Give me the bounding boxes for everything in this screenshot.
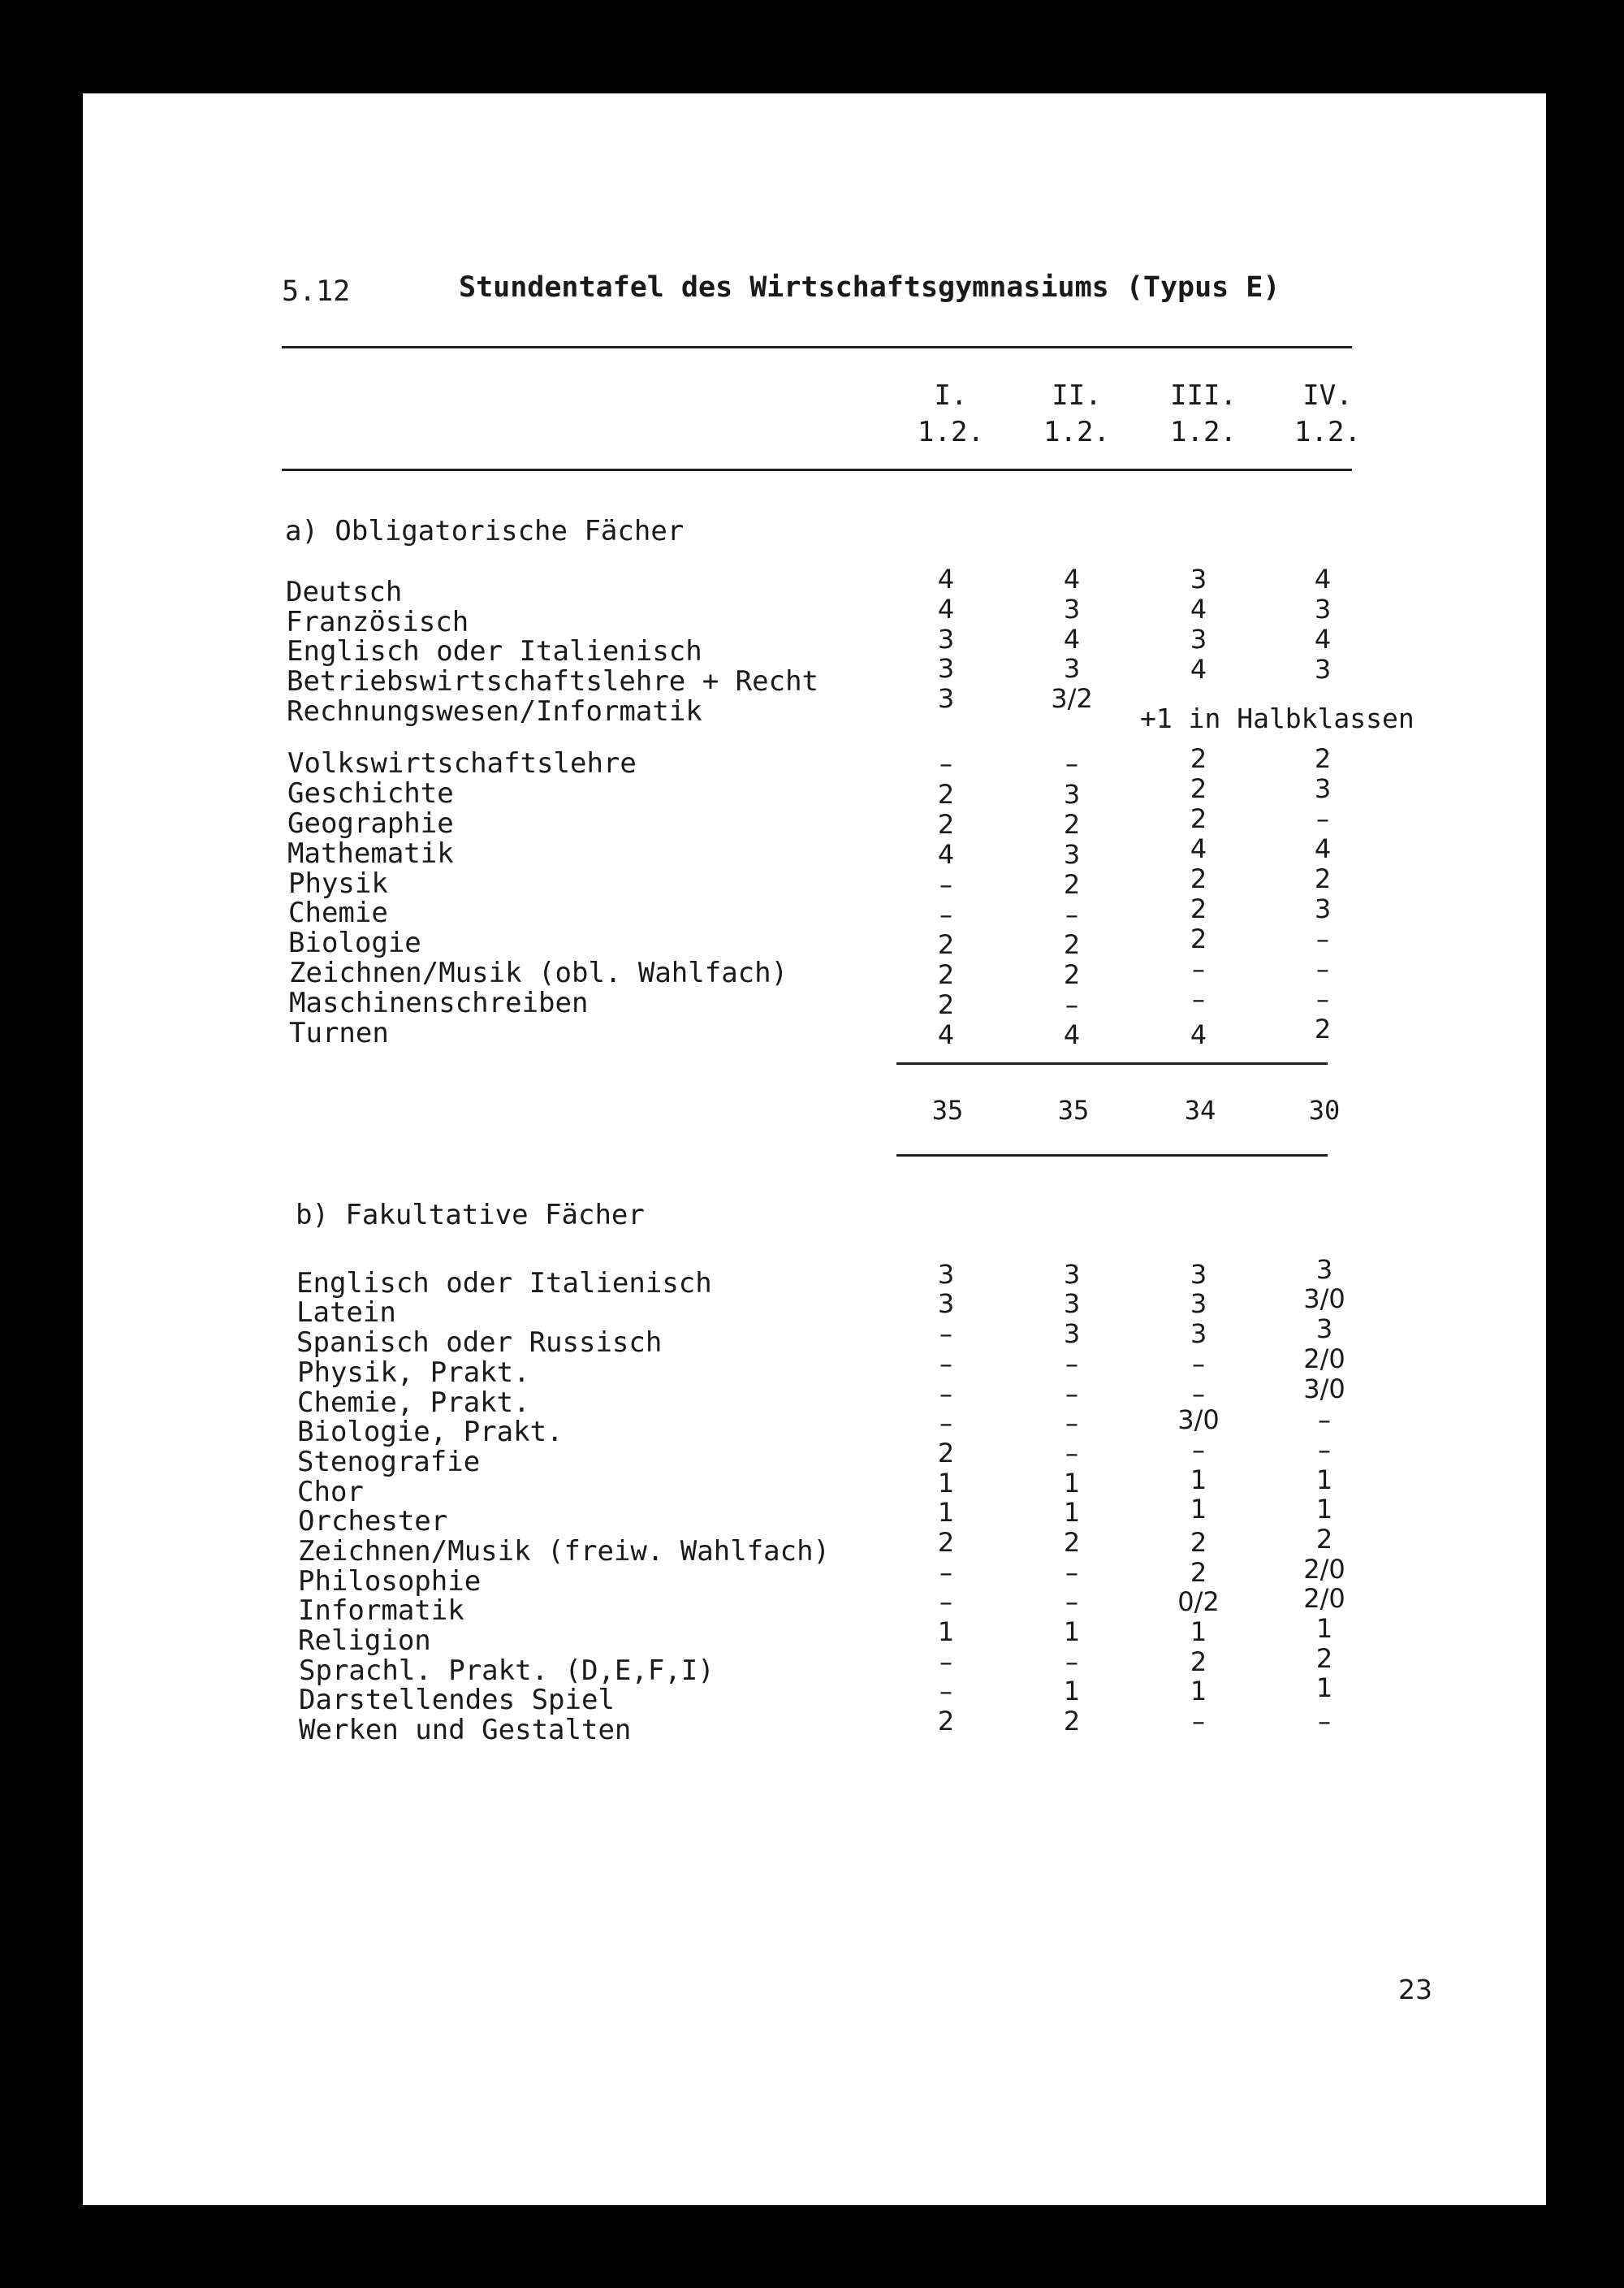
column-semesters-3: 1.2. — [1170, 416, 1237, 448]
column-year-3: III. — [1170, 379, 1237, 412]
value-b-cell: 3 — [937, 1288, 955, 1319]
subject-b-row: Spanisch oder Russisch — [296, 1326, 663, 1359]
value-a-cell: 2 — [937, 809, 955, 840]
value-a-cell: 3 — [1190, 624, 1207, 655]
column-semesters-4: 1.2. — [1294, 416, 1361, 448]
subject-a-row: Turnen — [289, 1017, 389, 1049]
subject-a-row: Chemie — [288, 897, 388, 929]
value-b-cell: 3 — [1063, 1259, 1081, 1290]
value-b-cell: 1 — [937, 1468, 955, 1499]
column-semesters-1: 1.2. — [918, 416, 984, 448]
value-b-cell: – — [1318, 1706, 1331, 1737]
total-col-1: 35 — [931, 1095, 964, 1126]
subject-b-row: Zeichnen/Musik (freiw. Wahlfach) — [298, 1535, 831, 1568]
value-b-cell: 2 — [1190, 1557, 1207, 1588]
value-b-cell: – — [1065, 1378, 1078, 1409]
value-a-cell: 4 — [1190, 1019, 1207, 1050]
value-b-cell: 1 — [1190, 1464, 1207, 1495]
value-a-cell: 3 — [1063, 594, 1081, 625]
value-b-cell: – — [939, 1676, 952, 1706]
value-b-cell: 2 — [1315, 1643, 1333, 1674]
value-a-cell: 4 — [1314, 833, 1332, 864]
value-b-cell: 3 — [1190, 1318, 1207, 1349]
value-b-cell: – — [1192, 1434, 1205, 1465]
value-a-cell: 3 — [937, 653, 955, 684]
subject-b-row: Biologie, Prakt. — [297, 1416, 564, 1448]
value-a-cell: 2 — [937, 779, 955, 810]
subject-a-row: Zeichnen/Musik (obl. Wahlfach) — [289, 957, 788, 989]
value-a-cell: 3 — [1314, 654, 1332, 685]
divider-sum-top — [896, 1062, 1328, 1065]
subject-a-row: Maschinenschreiben — [289, 987, 589, 1019]
value-a-cell: 4 — [937, 594, 955, 625]
subject-b-row: Chor — [297, 1476, 364, 1508]
value-a-cell: 2 — [1063, 959, 1081, 990]
value-a-cell: – — [1316, 984, 1329, 1014]
value-a-cell: – — [1065, 989, 1078, 1020]
total-col-2: 35 — [1057, 1095, 1090, 1126]
value-a-cell: 2 — [1314, 863, 1332, 894]
value-a-cell: 4 — [937, 564, 955, 595]
value-a-cell: 3 — [1314, 773, 1332, 804]
value-a-cell: – — [1192, 984, 1205, 1014]
value-b-cell: 3 — [1190, 1288, 1207, 1319]
subject-b-row: Werken und Gestalten — [299, 1714, 632, 1746]
value-b-cell: 3 — [1063, 1288, 1081, 1319]
subject-a-row: Betriebswirtschaftslehre + Recht — [287, 665, 819, 698]
value-a-cell: 3 — [1314, 893, 1332, 924]
subject-b-row: Chemie, Prakt. — [297, 1386, 530, 1419]
value-b-cell: 2/0 — [1303, 1343, 1345, 1374]
value-a-cell: 4 — [1190, 833, 1207, 864]
value-b-cell: – — [1065, 1348, 1078, 1379]
value-a-cell: 2 — [1063, 869, 1081, 900]
value-a-cell: 3 — [1314, 594, 1332, 625]
subject-b-row: Darstellendes Spiel — [299, 1684, 615, 1716]
subject-b-row: Philosophie — [298, 1565, 482, 1598]
value-a-cell: 2 — [1314, 1014, 1332, 1045]
value-b-cell: 1 — [1063, 1616, 1081, 1647]
value-b-cell: 3 — [1315, 1254, 1333, 1285]
value-b-cell: 2 — [937, 1438, 955, 1468]
value-b-cell: – — [1065, 1438, 1078, 1468]
value-a-cell: 2 — [1063, 809, 1081, 840]
section-b-title: b) Fakultative Fächer — [296, 1199, 645, 1231]
page-title: Stundentafel des Wirtschaftsgymnasiums (Typus E) — [459, 271, 1281, 304]
value-b-cell: 1 — [1315, 1494, 1333, 1525]
value-b-cell: 3 — [937, 1259, 955, 1290]
subject-a-row: Physik — [288, 867, 388, 900]
subject-a-row: Geographie — [287, 807, 454, 840]
divider-sum-bottom — [896, 1154, 1328, 1157]
value-b-cell: – — [939, 1318, 952, 1349]
value-b-cell: 3/0 — [1303, 1373, 1345, 1404]
value-a-cell: – — [1316, 923, 1329, 954]
divider-header — [282, 469, 1352, 471]
subject-b-row: Sprachl. Prakt. (D,E,F,I) — [299, 1654, 715, 1687]
value-b-cell: – — [939, 1586, 952, 1617]
value-b-cell: – — [939, 1646, 952, 1677]
value-b-cell: – — [1318, 1434, 1331, 1465]
value-a-cell: 4 — [1063, 564, 1081, 595]
value-b-cell: – — [939, 1408, 952, 1438]
value-b-cell: 1 — [1315, 1672, 1333, 1703]
value-b-cell: 2 — [1063, 1706, 1081, 1737]
subject-a-row: Rechnungswesen/Informatik — [287, 695, 702, 728]
value-b-cell: – — [1192, 1378, 1205, 1409]
subject-a-row: Biologie — [288, 927, 421, 959]
value-b-cell: 3/0 — [1177, 1404, 1220, 1435]
value-a-cell: 3 — [937, 683, 955, 714]
value-b-cell: 1 — [1190, 1494, 1207, 1525]
value-b-cell: – — [939, 1378, 952, 1409]
document-page — [83, 93, 1546, 2205]
value-a-cell: 2 — [1063, 929, 1081, 960]
value-b-cell: 1 — [937, 1497, 955, 1528]
value-b-cell: – — [1192, 1348, 1205, 1379]
divider-top — [282, 346, 1352, 348]
value-a-cell: 4 — [1314, 624, 1332, 655]
value-a-cell: 2 — [1190, 803, 1207, 834]
value-a-cell: 2 — [1190, 743, 1207, 774]
page-number: 23 — [1398, 1974, 1432, 2005]
value-b-cell: 3 — [1063, 1318, 1081, 1349]
value-b-cell: 2/0 — [1303, 1583, 1345, 1614]
value-b-cell: 2 — [937, 1706, 955, 1737]
subject-a-row: Geschichte — [287, 777, 454, 810]
value-b-cell: 2 — [937, 1527, 955, 1558]
value-a-cell: 3 — [1063, 653, 1081, 684]
value-b-cell: 1 — [1190, 1676, 1207, 1706]
subject-a-row: Französisch — [286, 606, 469, 638]
value-a-cell: – — [1065, 899, 1078, 930]
value-a-cell: 2 — [937, 989, 955, 1020]
subject-a-row: Mathematik — [287, 837, 454, 870]
value-b-cell: 3/0 — [1303, 1283, 1345, 1314]
value-b-cell: – — [1318, 1404, 1331, 1435]
subject-b-row: Latein — [296, 1296, 396, 1329]
value-b-cell: 1 — [1063, 1676, 1081, 1706]
value-a-cell: 2 — [1190, 893, 1207, 924]
value-b-cell: 3 — [1190, 1259, 1207, 1290]
value-b-cell: 1 — [937, 1616, 955, 1647]
value-a-cell: 4 — [937, 1019, 955, 1050]
value-b-cell: – — [939, 1348, 952, 1379]
value-a-cell: 3/2 — [1051, 683, 1093, 714]
value-a-cell: – — [939, 899, 952, 930]
total-col-4: 30 — [1308, 1095, 1341, 1126]
value-a-cell: 4 — [937, 839, 955, 870]
subject-b-row: Orchester — [298, 1505, 448, 1538]
subject-a-row: Volkswirtschaftslehre — [287, 747, 637, 780]
subject-a-row: Deutsch — [286, 576, 403, 608]
value-a-cell: 2 — [1190, 773, 1207, 804]
value-a-cell: 2 — [1314, 743, 1332, 774]
value-a-cell: 2 — [937, 959, 955, 990]
value-b-cell: 2 — [1190, 1646, 1207, 1677]
subject-a-row: Englisch oder Italienisch — [287, 635, 702, 668]
value-b-cell: 2 — [1063, 1527, 1081, 1558]
subject-b-row: Informatik — [298, 1594, 464, 1627]
value-b-cell: 2 — [1190, 1527, 1207, 1558]
column-year-1: I. — [934, 379, 968, 412]
column-year-4: IV. — [1302, 379, 1353, 412]
value-b-cell: 1 — [1063, 1468, 1081, 1499]
value-a-cell: 3 — [1190, 564, 1207, 595]
value-a-cell: 2 — [1190, 923, 1207, 954]
subject-b-row: Physik, Prakt. — [297, 1356, 530, 1389]
value-a-cell: – — [1065, 748, 1078, 779]
value-b-cell: – — [939, 1557, 952, 1588]
subject-b-row: Religion — [298, 1624, 431, 1657]
value-b-cell: – — [1065, 1408, 1078, 1438]
value-a-cell: – — [1192, 954, 1205, 984]
value-a-cell: 4 — [1314, 564, 1332, 595]
value-b-cell: – — [1192, 1706, 1205, 1737]
value-a-cell: – — [1316, 954, 1329, 984]
value-a-cell: 3 — [1063, 779, 1081, 810]
value-b-cell: 1 — [1315, 1613, 1333, 1644]
value-b-cell: – — [1065, 1646, 1078, 1677]
value-b-cell: 3 — [1315, 1313, 1333, 1344]
column-semesters-2: 1.2. — [1043, 416, 1110, 448]
halbklassen-note: +1 in Halbklassen — [1140, 703, 1415, 734]
value-a-cell: 4 — [1190, 654, 1207, 685]
subject-b-row: Stenografie — [297, 1446, 481, 1478]
value-b-cell: 0/2 — [1177, 1586, 1220, 1617]
value-b-cell: – — [1065, 1586, 1078, 1617]
value-a-cell: 4 — [1190, 594, 1207, 625]
section-a-title: a) Obligatorische Fächer — [285, 515, 685, 547]
value-a-cell: 3 — [937, 624, 955, 655]
value-b-cell: 2 — [1315, 1524, 1333, 1555]
value-a-cell: 4 — [1063, 624, 1081, 655]
value-a-cell: – — [1316, 803, 1329, 834]
value-a-cell: 2 — [1190, 863, 1207, 894]
value-a-cell: 2 — [937, 929, 955, 960]
subject-b-row: Englisch oder Italienisch — [296, 1267, 712, 1300]
value-a-cell: 4 — [1063, 1019, 1081, 1050]
value-a-cell: – — [939, 869, 952, 900]
value-b-cell: – — [1065, 1557, 1078, 1588]
value-b-cell: 2/0 — [1303, 1554, 1345, 1585]
value-a-cell: – — [939, 748, 952, 779]
value-b-cell: 1 — [1190, 1616, 1207, 1647]
value-b-cell: 1 — [1063, 1497, 1081, 1528]
value-b-cell: 1 — [1315, 1464, 1333, 1495]
column-year-2: II. — [1052, 379, 1102, 412]
value-a-cell: 3 — [1063, 839, 1081, 870]
section-number: 5.12 — [282, 275, 351, 308]
total-col-3: 34 — [1184, 1095, 1216, 1126]
